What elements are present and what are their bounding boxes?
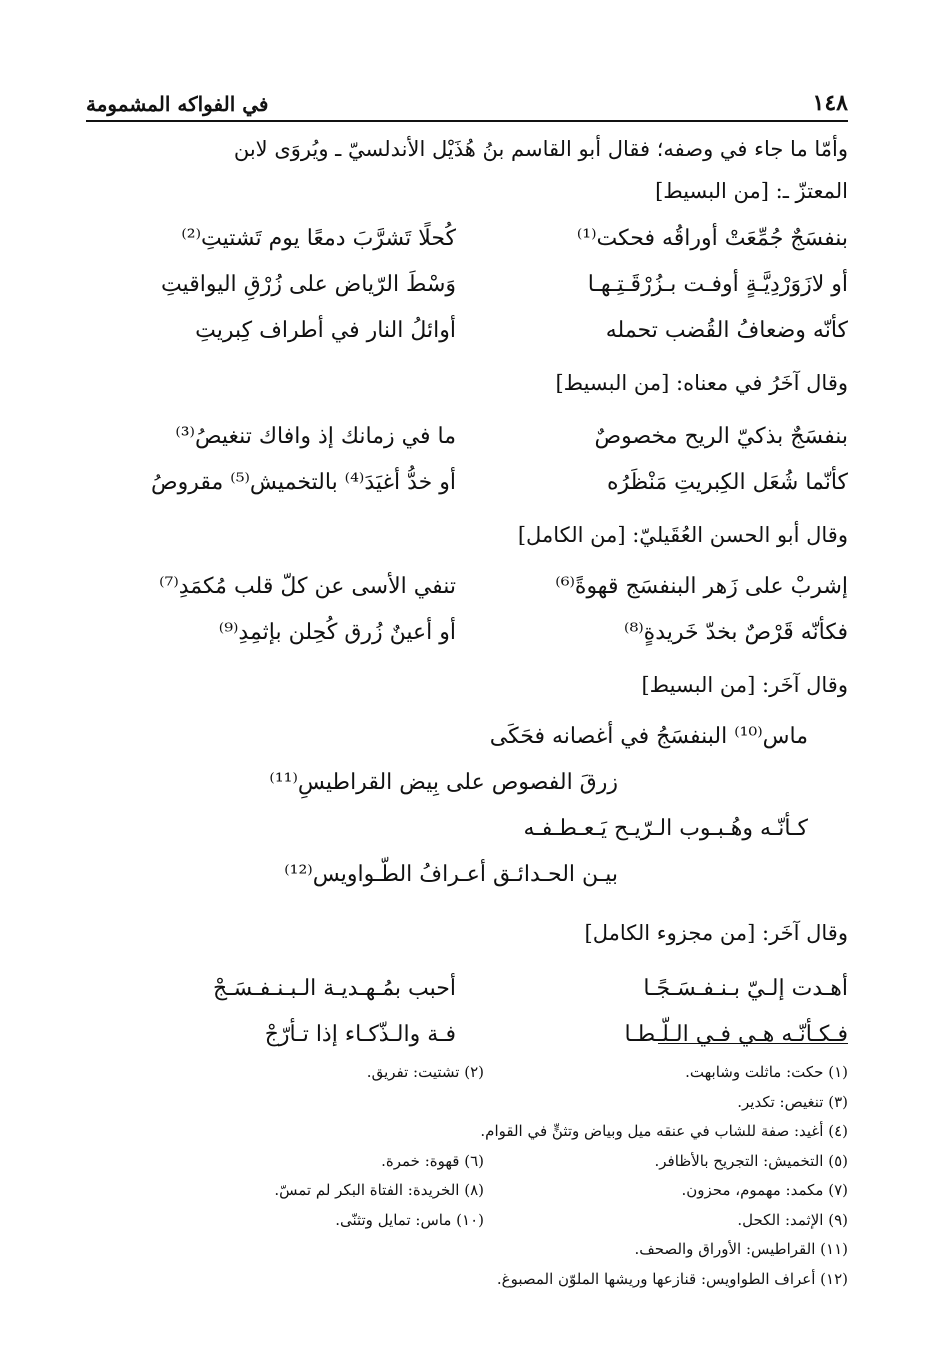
footnote-3: (٣) تنغيص: تكدير. — [737, 1092, 848, 1111]
hemistich-first: بنفسَجٌ جُمِّعَتْ أوراقُه فحكت⁽¹⁾ — [576, 226, 848, 251]
footnote-9: (٩) الإثمد: الكحل. — [737, 1210, 848, 1229]
footnotes — [100, 1058, 848, 1294]
hemistich-second: ما في زمانك إذ وافاك تنغيصُ⁽³⁾ — [175, 424, 456, 449]
verse-line — [100, 762, 848, 808]
poem-2 — [100, 416, 848, 508]
poem-5-intro-text: وقال آخَر: — [762, 921, 848, 945]
verse-line-text: كـأنّـه وهُـبـوب الـرّيـح يَـعـطـفـه — [523, 816, 808, 841]
hemistich-second: أحبب بمُـهـديـة الـبـنـفـسَـجْ — [213, 976, 456, 1001]
meter-label: [من البسيط] — [555, 371, 670, 395]
footnote-row — [100, 1058, 848, 1088]
verse-line — [100, 854, 848, 900]
hemistich-first: كأنّما شُعَل الكِبريتِ مَنْظَرُه — [606, 470, 848, 495]
meter-label: [من البسيط] — [641, 673, 756, 697]
hemistich-second: أوائلُ النار في أطراف كِبريتِ — [195, 318, 456, 343]
verse-line-text: زرقَ الفصوص على بِيض القراطيسِ⁽¹¹⁾ — [269, 770, 618, 795]
poem-4-intro-text: وقال آخَر: — [762, 673, 848, 697]
footnote-row — [100, 1147, 848, 1177]
hemistich-second: أو أعينٌ زُرق كُحِلن بإثمِدِ⁽⁹⁾ — [218, 620, 456, 645]
hemistich-second: وَسْطَ الرّياض على زُرْقِ اليواقيتِ — [160, 272, 456, 297]
poem-3-intro-text: وقال أبو الحسن العُقَيليّ: — [632, 523, 848, 547]
couplet — [100, 310, 848, 356]
footnote-6: (٦) قهوة: خمرة. — [381, 1151, 484, 1170]
footnote-row — [100, 1206, 848, 1236]
verse-line — [100, 716, 848, 762]
meter-label: [من الكامل] — [517, 523, 626, 547]
hemistich-first: إشربْ على زَهر البنفسَج قهوةً⁽⁶⁾ — [555, 574, 848, 599]
couplet — [100, 1014, 848, 1060]
footnote-4: (٤) أغيد: صفة للشاب في عنقه ميل وبياض وتثنٍّ في القوام. — [480, 1122, 848, 1140]
couplet — [100, 968, 848, 1014]
hemistich-first: فكأنّه قَرْصٌ بخدّ خَريدةٍ⁽⁸⁾ — [624, 620, 848, 645]
footnote-8: (٨) الخريدة: الفتاة البكر لم تمسّ. — [274, 1181, 484, 1199]
footnote-row — [100, 1088, 848, 1118]
intro-line-1: وأمّا ما جاء في وصفه؛ فقال أبو القاسم بنُ هُذَيْل الأندلسيّ ـ ويُروَى لابن — [233, 137, 848, 161]
meter-label: [من البسيط] — [655, 179, 769, 203]
couplet — [100, 462, 848, 508]
page-number: ١٤٨ — [812, 90, 848, 116]
poem-3-intro — [100, 512, 848, 558]
poem-2-intro — [100, 360, 848, 406]
footnote-11: (١١) القراطيس: الأوراق والصحف. — [634, 1240, 848, 1258]
couplet — [100, 566, 848, 612]
poem-1 — [100, 218, 848, 356]
hemistich-second: فـة والـذّكـاء إذا تـأرّجْ — [264, 1022, 456, 1047]
footnote-12: (١٢) أعراف الطواويس: قنازعها وريشها الملوّن المصبوغ. — [496, 1269, 848, 1288]
poem-2-intro-text: وقال آخَرُ في معناه: — [676, 371, 848, 395]
verse-line-text: ماس⁽¹⁰⁾ البنفسَجُ في أغصانه فحَكَى — [489, 724, 808, 749]
hemistich-first: أهـدت إلـيّ بـنـفـسَـجًـا — [643, 976, 848, 1001]
couplet — [100, 218, 848, 264]
intro-line-2 — [100, 170, 848, 212]
hemistich-second: كُحلًا تَشرَّبَ دمعًا يوم تَشتيتِ⁽²⁾ — [181, 226, 456, 251]
footnote-2: (٢) تشتيت: تفريق. — [366, 1063, 484, 1081]
header-title: في الفواكه المشمومة — [86, 92, 269, 116]
poem-4 — [100, 716, 848, 900]
footnote-row — [100, 1117, 848, 1147]
intro-paragraph — [100, 128, 848, 212]
poem-3 — [100, 566, 848, 658]
hemistich-first: فـكـأنّـه هـي فـي الـلّـطـا — [624, 1022, 848, 1047]
poem-4-intro — [100, 662, 848, 708]
couplet — [100, 264, 848, 310]
couplet — [100, 416, 848, 462]
footnote-7: (٧) مكمد: مهموم، محزون. — [681, 1181, 848, 1199]
footnote-divider — [658, 1043, 848, 1044]
hemistich-first: بنفسَجٌ بذكيّ الريح مخصوصٌ — [594, 424, 848, 449]
running-header — [86, 80, 848, 122]
couplet — [100, 612, 848, 658]
body-text — [100, 128, 848, 1060]
footnote-5: (٥) التخميش: التجريح بالأظافر. — [654, 1151, 848, 1170]
footnote-10: (١٠) ماس: تمايل وتثنّى. — [335, 1210, 484, 1229]
hemistich-first: كأنّه وضعافُ القُضب تحمله — [605, 318, 848, 343]
intro-line-2-text: المعتزّ ـ: — [775, 179, 848, 203]
footnote-row — [100, 1176, 848, 1206]
verse-line-text: بيـن الحـدائـق أعـرافُ الطّـواويس⁽¹²⁾ — [284, 862, 618, 887]
footnote-row — [100, 1265, 848, 1295]
poem-5 — [100, 968, 848, 1060]
poem-5-intro — [100, 910, 848, 956]
meter-label: [من مجزوء الكامل] — [584, 921, 756, 945]
footnote-1: (١) حكت: ماثلت وشابهت. — [685, 1063, 848, 1081]
hemistich-first: أو لازَوَرْدِيَّـةٍ أوفـت بـزُرْقَـتِـهـا — [587, 272, 848, 297]
hemistich-second: أو خدُّ أغيَدَ⁽⁴⁾ بالتخميش⁽⁵⁾ مقروصُ — [151, 470, 456, 495]
footnote-row — [100, 1235, 848, 1265]
verse-line — [100, 808, 848, 854]
hemistich-second: تنفي الأسى عن كلّ قلب مُكمَدِ⁽⁷⁾ — [159, 574, 456, 599]
